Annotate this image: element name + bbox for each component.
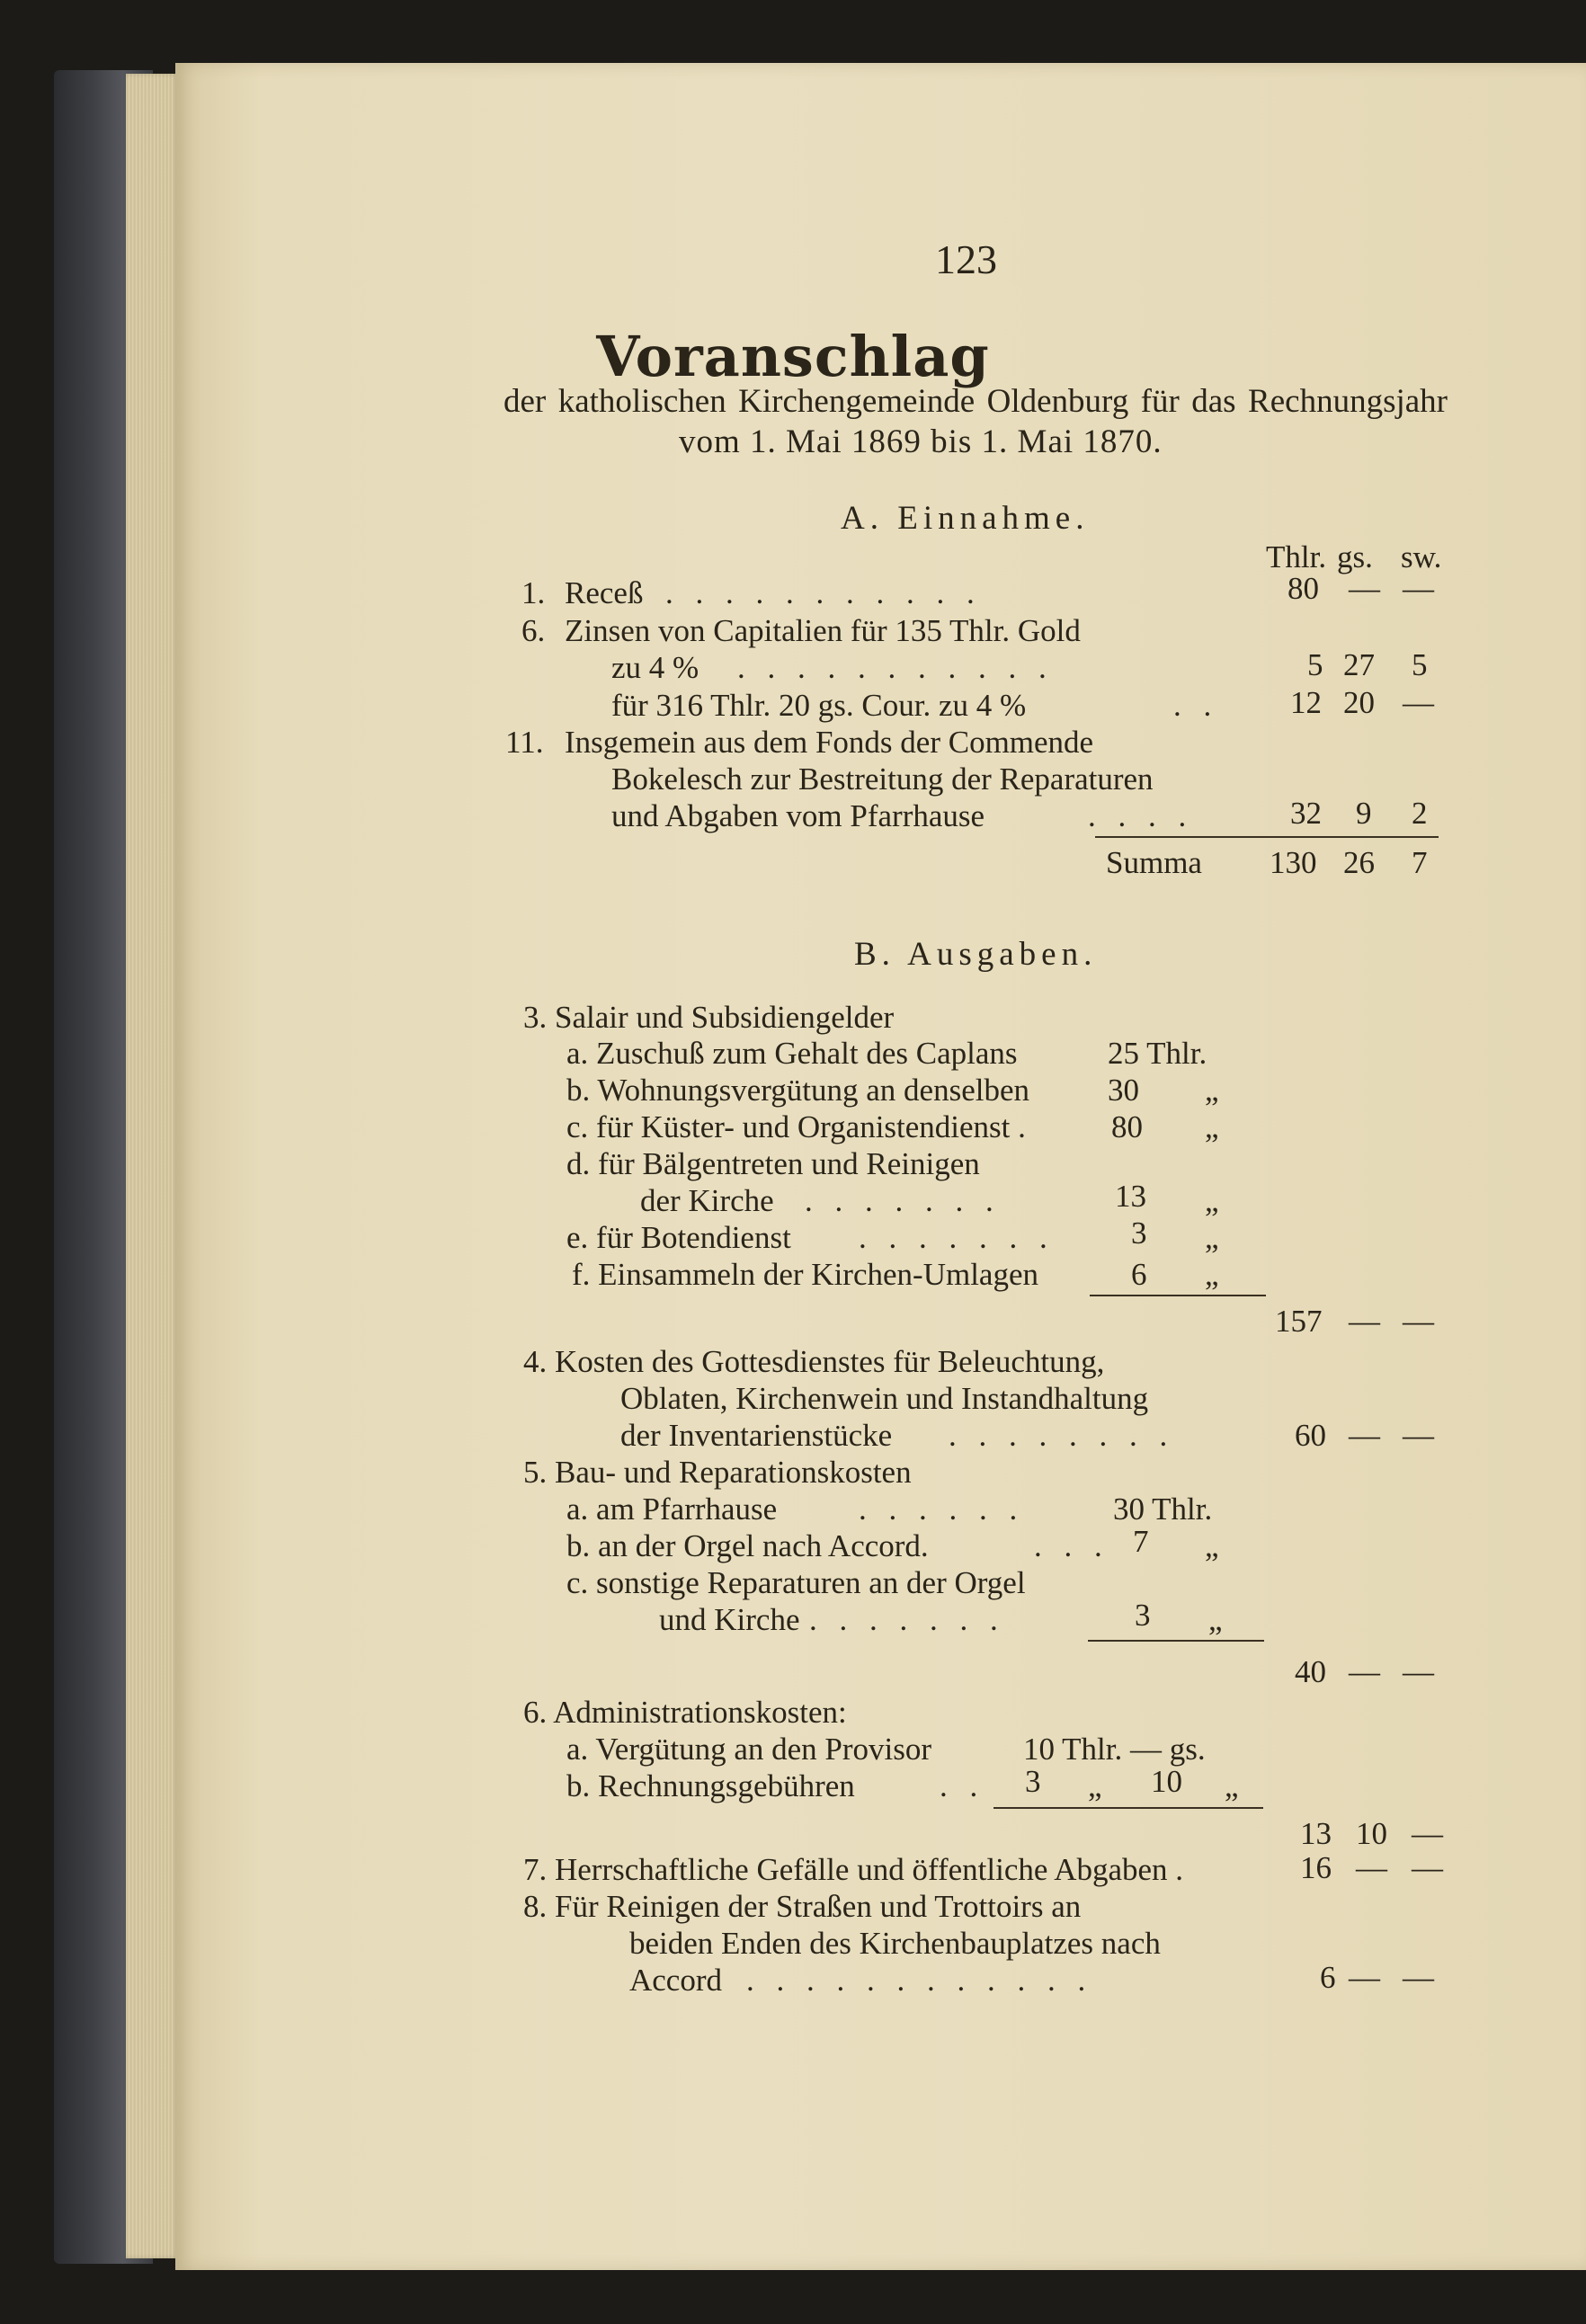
expense-8-dots: . . . . . . . . . . . .	[746, 1963, 1093, 1998]
income-item-11-line-1: Insgemein aus dem Fonds der Commende	[565, 725, 1094, 760]
expense-6-total-thlr: 13	[1300, 1816, 1332, 1851]
column-header-gs: gs.	[1337, 539, 1373, 574]
expense-5-total-sw: —	[1403, 1654, 1434, 1689]
income-sum-gs: 26	[1343, 845, 1375, 880]
expense-6-title: 6. Administrationskosten:	[523, 1695, 847, 1730]
income-item-11-thlr: 32	[1290, 796, 1322, 831]
expense-6b-unit-2: „	[1225, 1768, 1239, 1803]
income-item-6b-thlr: 12	[1290, 685, 1322, 720]
expense-3f-amount: 6	[1131, 1257, 1147, 1292]
expense-3-rule	[1090, 1295, 1266, 1296]
expense-6b-amount-2: 10	[1151, 1764, 1182, 1799]
income-item-6-text: Zinsen von Capitalien für 135 Thlr. Gold	[565, 613, 1081, 648]
income-item-6b-dots: . .	[1173, 688, 1219, 723]
subtitle-line-1: der katholischen Kirchengemeinde Oldenburg für das Rechnungsjahr	[503, 383, 1448, 420]
expense-3-total-sw: —	[1403, 1304, 1434, 1339]
income-item-6a-sw: 5	[1412, 647, 1428, 682]
expense-3b-unit: „	[1205, 1073, 1219, 1108]
expense-5b-dots: . . .	[1034, 1528, 1109, 1563]
income-item-11-gs: 9	[1356, 796, 1372, 831]
income-item-11-line-2: Bokelesch zur Bestreitung der Reparaturen	[611, 761, 1154, 797]
expense-3c-amount: 80	[1111, 1109, 1143, 1144]
expense-3d-amount: 13	[1115, 1179, 1146, 1214]
expense-3a-amount: 25 Thlr.	[1108, 1036, 1207, 1071]
income-item-6b-gs: 20	[1343, 685, 1375, 720]
expense-8-thlr: 6	[1320, 1960, 1336, 1995]
income-item-6a-gs: 27	[1343, 647, 1375, 682]
expense-7-thlr: 16	[1300, 1850, 1332, 1885]
income-item-6b-text: für 316 Thlr. 20 gs. Cour. zu 4 %	[611, 688, 1027, 723]
expense-5b-amount: 7	[1133, 1524, 1149, 1559]
income-item-11-line-3: und Abgaben vom Pfarrhause	[611, 798, 985, 833]
expense-6a-amount: 10 Thlr. — gs.	[1023, 1732, 1206, 1767]
income-sum-label: Summa	[1106, 845, 1202, 880]
expense-8-line-3: Accord	[629, 1963, 723, 1998]
expense-5a-dots: . . . . . .	[859, 1491, 1025, 1527]
expense-6b-dots: . .	[940, 1768, 985, 1803]
expense-3-title: 3. Salair und Subsidiengelder	[523, 1000, 895, 1035]
expense-5-title: 5. Bau- und Reparationskosten	[523, 1455, 912, 1490]
expense-6-rule	[993, 1807, 1263, 1809]
expense-6a-text: a. Vergütung an den Provisor	[566, 1732, 932, 1767]
income-item-11-number: 11.	[505, 725, 544, 760]
expense-4-thlr: 60	[1295, 1418, 1326, 1453]
expense-8-gs: —	[1349, 1960, 1380, 1995]
expense-3d-dots: . . . . . . .	[805, 1183, 1001, 1218]
income-item-6a-thlr: 5	[1307, 647, 1323, 682]
income-item-1-text: Receß	[565, 575, 644, 610]
expense-3f-unit: „	[1205, 1257, 1219, 1292]
income-item-11-sw: 2	[1412, 796, 1428, 831]
page-title: Voranschlag	[596, 324, 990, 389]
expense-3b-amount: 30	[1108, 1073, 1139, 1108]
expense-5c-text-2: und Kirche	[659, 1602, 800, 1637]
expense-3d-text: d. für Bälgentreten und Reinigen	[566, 1146, 980, 1181]
income-item-1-sw: —	[1403, 571, 1434, 606]
expense-3-total-gs: —	[1349, 1304, 1380, 1339]
expense-5a-text: a. am Pfarrhause	[566, 1491, 778, 1527]
expense-3d-unit: „	[1205, 1183, 1219, 1218]
expense-4-sw: —	[1403, 1418, 1434, 1453]
expense-3a-text: a. Zuschuß zum Gehalt des Caplans	[566, 1036, 1018, 1071]
expense-3e-amount: 3	[1131, 1215, 1147, 1251]
income-item-11-dots: . . . .	[1088, 798, 1194, 833]
column-header-sw: sw.	[1401, 539, 1442, 574]
page-number: 123	[935, 236, 997, 282]
expense-4-dots: . . . . . . . .	[949, 1418, 1175, 1453]
expense-5c-unit: „	[1208, 1602, 1223, 1637]
expense-6b-unit-1: „	[1088, 1768, 1102, 1803]
expense-3b-text: b. Wohnungsvergütung an denselben	[566, 1073, 1029, 1108]
expense-7-sw: —	[1412, 1850, 1443, 1885]
expense-3d-text-2: der Kirche	[640, 1183, 774, 1218]
expenses-heading: B. Ausgaben.	[854, 936, 1098, 973]
expense-5c-text: c. sonstige Reparaturen an der Orgel	[566, 1565, 1026, 1600]
income-item-1-number: 1.	[521, 575, 546, 610]
expense-3c-text: c. für Küster- und Organistendienst .	[566, 1109, 1026, 1144]
expense-4-line-2: Oblaten, Kirchenwein und Instandhaltung	[620, 1381, 1149, 1416]
expense-5a-amount: 30 Thlr.	[1113, 1491, 1213, 1527]
expense-3-total-thlr: 157	[1275, 1304, 1323, 1339]
expense-6-total-gs: 10	[1356, 1816, 1387, 1851]
expense-5-total-thlr: 40	[1295, 1654, 1326, 1689]
page-edges	[126, 74, 180, 2258]
expense-3c-unit: „	[1205, 1109, 1219, 1144]
expense-8-sw: —	[1403, 1960, 1434, 1995]
expense-5-total-gs: —	[1349, 1654, 1380, 1689]
expense-8-line-2: beiden Enden des Kirchenbauplatzes nach	[629, 1926, 1161, 1961]
income-item-6-number: 6.	[521, 613, 546, 648]
expense-8-line-1: 8. Für Reinigen der Straßen und Trottoirs an	[523, 1889, 1082, 1924]
income-item-1-thlr: 80	[1288, 571, 1319, 606]
income-item-6b-sw: —	[1403, 685, 1434, 720]
income-sum-thlr: 130	[1270, 845, 1317, 880]
income-item-6a-dots: . . . . . . . . . . .	[737, 650, 1054, 685]
income-heading: A. Einnahme.	[841, 500, 1090, 537]
income-item-6a-text: zu 4 %	[611, 650, 699, 685]
income-sum-sw: 7	[1412, 845, 1428, 880]
income-sum-rule	[1095, 836, 1439, 838]
expense-3e-unit: „	[1205, 1220, 1219, 1255]
expense-5b-text: b. an der Orgel nach Accord.	[566, 1528, 929, 1563]
expense-5-rule	[1088, 1640, 1264, 1642]
expense-3f-text: f. Einsammeln der Kirchen-Umlagen	[572, 1257, 1038, 1292]
expense-3e-dots: . . . . . . .	[859, 1220, 1055, 1255]
expense-7-text: 7. Herrschaftliche Gefälle und öffentliche Abgaben .	[523, 1852, 1184, 1887]
expense-7-gs: —	[1356, 1850, 1387, 1885]
income-item-1-dots: . . . . . . . . . . .	[665, 575, 982, 610]
expense-3e-text: e. für Botendienst	[566, 1220, 791, 1255]
subtitle-line-2: vom 1. Mai 1869 bis 1. Mai 1870.	[679, 423, 1163, 460]
income-item-1-gs: —	[1349, 571, 1380, 606]
expense-4-gs: —	[1349, 1418, 1380, 1453]
expense-6-total-sw: —	[1412, 1816, 1443, 1851]
expense-4-line-1: 4. Kosten des Gottesdienstes für Beleuchtung,	[523, 1344, 1105, 1379]
expense-6b-text: b. Rechnungsgebühren	[566, 1768, 855, 1803]
expense-4-line-3: der Inventarienstücke	[620, 1418, 893, 1453]
expense-5c-dots: . . . . . . .	[809, 1602, 1005, 1637]
expense-6b-amount: 3	[1025, 1764, 1041, 1799]
expense-5c-amount: 3	[1135, 1598, 1151, 1633]
expense-5b-unit: „	[1205, 1528, 1219, 1563]
column-header-thlr: Thlr.	[1266, 539, 1327, 574]
